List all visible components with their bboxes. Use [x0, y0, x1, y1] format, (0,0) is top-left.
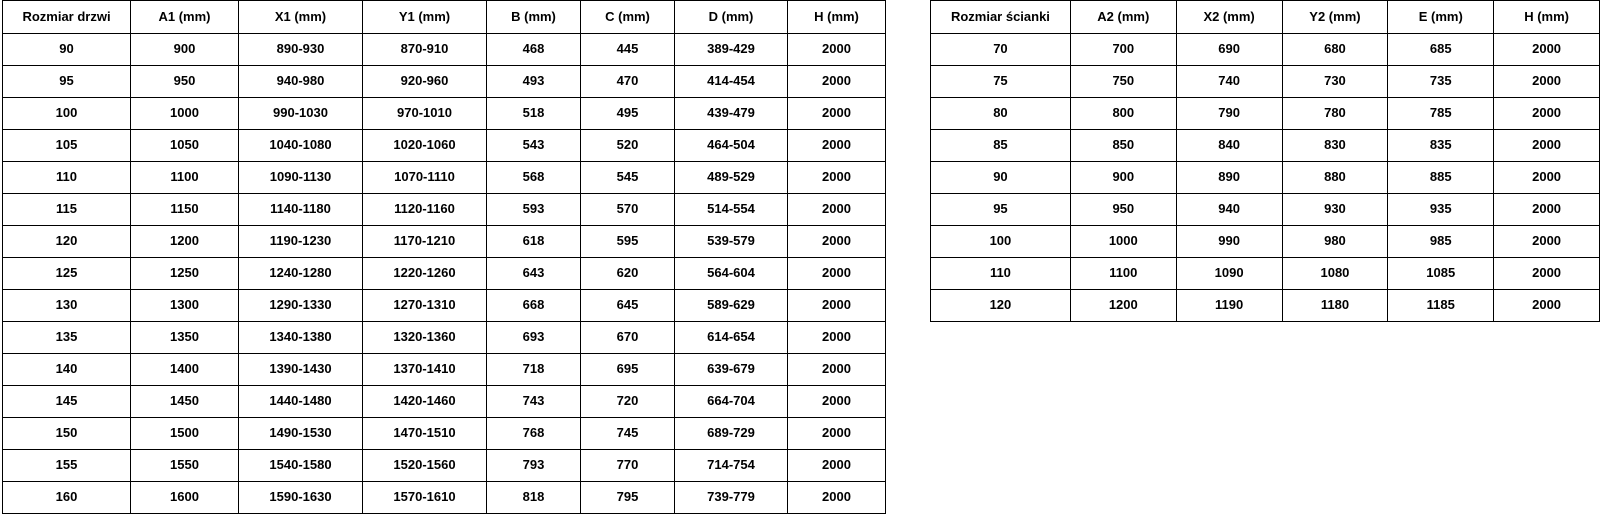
- cell: 1500: [131, 418, 239, 450]
- doors-table-body: [3, 34, 886, 514]
- cell: 100: [3, 98, 131, 130]
- cell: 2000: [788, 162, 886, 194]
- cell: 900: [131, 34, 239, 66]
- table-row: [3, 194, 886, 226]
- cell: 1440-1480: [239, 386, 363, 418]
- cell: 155: [3, 450, 131, 482]
- cell: 1470-1510: [363, 418, 487, 450]
- cell: 470: [581, 66, 675, 98]
- cell: 100: [931, 226, 1071, 258]
- cell: 495: [581, 98, 675, 130]
- cell: 110: [3, 162, 131, 194]
- cell: 520: [581, 130, 675, 162]
- cell: 730: [1282, 66, 1388, 98]
- cell: 1590-1630: [239, 482, 363, 514]
- table-row: [3, 354, 886, 386]
- cell: 850: [1070, 130, 1176, 162]
- cell: 1185: [1388, 290, 1494, 322]
- table-row: [931, 226, 1600, 258]
- cell: 589-629: [675, 290, 788, 322]
- cell: 115: [3, 194, 131, 226]
- cell: 940-980: [239, 66, 363, 98]
- cell: 489-529: [675, 162, 788, 194]
- column-header-rozmiar-scianki: Rozmiar ścianki: [931, 1, 1071, 34]
- cell: 614-654: [675, 322, 788, 354]
- cell: 920-960: [363, 66, 487, 98]
- cell: 2000: [788, 354, 886, 386]
- column-header-h: H (mm): [1494, 1, 1600, 34]
- cell: 1100: [131, 162, 239, 194]
- cell: 685: [1388, 34, 1494, 66]
- cell: 110: [931, 258, 1071, 290]
- cell: 1270-1310: [363, 290, 487, 322]
- cell: 1090: [1176, 258, 1282, 290]
- doors-dimensions-table-container: [2, 0, 886, 514]
- cell: 125: [3, 258, 131, 290]
- cell: 1080: [1282, 258, 1388, 290]
- cell: 95: [3, 66, 131, 98]
- cell: 545: [581, 162, 675, 194]
- cell: 439-479: [675, 98, 788, 130]
- cell: 2000: [788, 258, 886, 290]
- table-row: [931, 34, 1600, 66]
- cell: 2000: [1494, 98, 1600, 130]
- cell: 2000: [788, 322, 886, 354]
- cell: 90: [931, 162, 1071, 194]
- cell: 518: [487, 98, 581, 130]
- cell: 735: [1388, 66, 1494, 98]
- cell: 770: [581, 450, 675, 482]
- cell: 564-604: [675, 258, 788, 290]
- cell: 145: [3, 386, 131, 418]
- cell: 1020-1060: [363, 130, 487, 162]
- cell: 643: [487, 258, 581, 290]
- cell: 1520-1560: [363, 450, 487, 482]
- cell: 2000: [788, 98, 886, 130]
- cell: 2000: [788, 34, 886, 66]
- cell: 935: [1388, 194, 1494, 226]
- cell: 739-779: [675, 482, 788, 514]
- cell: 940: [1176, 194, 1282, 226]
- cell: 1250: [131, 258, 239, 290]
- cell: 105: [3, 130, 131, 162]
- cell: 1150: [131, 194, 239, 226]
- cell: 1550: [131, 450, 239, 482]
- cell: 468: [487, 34, 581, 66]
- cell: 1190-1230: [239, 226, 363, 258]
- cell: 800: [1070, 98, 1176, 130]
- cell: 595: [581, 226, 675, 258]
- cell: 970-1010: [363, 98, 487, 130]
- cell: 120: [931, 290, 1071, 322]
- cell: 990-1030: [239, 98, 363, 130]
- cell: 80: [931, 98, 1071, 130]
- table-row: [3, 66, 886, 98]
- cell: 750: [1070, 66, 1176, 98]
- cell: 793: [487, 450, 581, 482]
- cell: 90: [3, 34, 131, 66]
- cell: 2000: [788, 130, 886, 162]
- cell: 2000: [1494, 258, 1600, 290]
- cell: 890-930: [239, 34, 363, 66]
- table-row: [3, 34, 886, 66]
- cell: 150: [3, 418, 131, 450]
- cell: 75: [931, 66, 1071, 98]
- cell: 1050: [131, 130, 239, 162]
- cell: 1370-1410: [363, 354, 487, 386]
- cell: 1240-1280: [239, 258, 363, 290]
- table-row: [931, 194, 1600, 226]
- cell: 1540-1580: [239, 450, 363, 482]
- cell: 900: [1070, 162, 1176, 194]
- table-row: [3, 482, 886, 514]
- cell: 85: [931, 130, 1071, 162]
- table-row: [931, 66, 1600, 98]
- cell: 785: [1388, 98, 1494, 130]
- cell: 818: [487, 482, 581, 514]
- cell: 1085: [1388, 258, 1494, 290]
- cell: 70: [931, 34, 1071, 66]
- cell: 950: [131, 66, 239, 98]
- column-header-rozmiar-drzwi: Rozmiar drzwi: [3, 1, 131, 34]
- cell: 840: [1176, 130, 1282, 162]
- cell: 2000: [788, 418, 886, 450]
- cell: 2000: [788, 194, 886, 226]
- table-row: [3, 418, 886, 450]
- table-row: [3, 162, 886, 194]
- cell: 714-754: [675, 450, 788, 482]
- cell: 985: [1388, 226, 1494, 258]
- cell: 1200: [1070, 290, 1176, 322]
- cell: 464-504: [675, 130, 788, 162]
- cell: 1220-1260: [363, 258, 487, 290]
- cell: 1140-1180: [239, 194, 363, 226]
- cell: 140: [3, 354, 131, 386]
- cell: 1190: [1176, 290, 1282, 322]
- cell: 543: [487, 130, 581, 162]
- cell: 1040-1080: [239, 130, 363, 162]
- cell: 2000: [1494, 34, 1600, 66]
- table-row: [3, 98, 886, 130]
- column-header-y2: Y2 (mm): [1282, 1, 1388, 34]
- cell: 2000: [1494, 130, 1600, 162]
- cell: 668: [487, 290, 581, 322]
- cell: 689-729: [675, 418, 788, 450]
- cell: 1090-1130: [239, 162, 363, 194]
- column-header-a2: A2 (mm): [1070, 1, 1176, 34]
- cell: 990: [1176, 226, 1282, 258]
- cell: 1070-1110: [363, 162, 487, 194]
- column-header-b: B (mm): [487, 1, 581, 34]
- cell: 743: [487, 386, 581, 418]
- table-row: [3, 290, 886, 322]
- cell: 930: [1282, 194, 1388, 226]
- cell: 514-554: [675, 194, 788, 226]
- cell: 2000: [1494, 290, 1600, 322]
- cell: 890: [1176, 162, 1282, 194]
- walls-table-body: [931, 34, 1600, 322]
- table-row: [3, 226, 886, 258]
- cell: 1450: [131, 386, 239, 418]
- cell: 780: [1282, 98, 1388, 130]
- cell: 130: [3, 290, 131, 322]
- cell: 1200: [131, 226, 239, 258]
- cell: 2000: [1494, 194, 1600, 226]
- cell: 1300: [131, 290, 239, 322]
- cell: 445: [581, 34, 675, 66]
- cell: 1400: [131, 354, 239, 386]
- cell: 593: [487, 194, 581, 226]
- table-header-row: [931, 1, 1600, 34]
- cell: 695: [581, 354, 675, 386]
- column-header-x2: X2 (mm): [1176, 1, 1282, 34]
- cell: 718: [487, 354, 581, 386]
- column-header-c: C (mm): [581, 1, 675, 34]
- cell: 835: [1388, 130, 1494, 162]
- cell: 2000: [788, 386, 886, 418]
- table-row: [931, 162, 1600, 194]
- cell: 568: [487, 162, 581, 194]
- cell: 618: [487, 226, 581, 258]
- cell: 645: [581, 290, 675, 322]
- cell: 670: [581, 322, 675, 354]
- cell: 664-704: [675, 386, 788, 418]
- column-header-a1: A1 (mm): [131, 1, 239, 34]
- cell: 2000: [1494, 66, 1600, 98]
- cell: 745: [581, 418, 675, 450]
- cell: 160: [3, 482, 131, 514]
- table-row: [3, 386, 886, 418]
- cell: 539-579: [675, 226, 788, 258]
- cell: 1420-1460: [363, 386, 487, 418]
- column-header-y1: Y1 (mm): [363, 1, 487, 34]
- cell: 95: [931, 194, 1071, 226]
- cell: 1290-1330: [239, 290, 363, 322]
- cell: 639-679: [675, 354, 788, 386]
- column-header-h: H (mm): [788, 1, 886, 34]
- walls-table-header: [931, 1, 1600, 34]
- cell: 1600: [131, 482, 239, 514]
- cell: 2000: [788, 66, 886, 98]
- cell: 950: [1070, 194, 1176, 226]
- cell: 740: [1176, 66, 1282, 98]
- cell: 120: [3, 226, 131, 258]
- cell: 2000: [1494, 162, 1600, 194]
- doors-table-header: [3, 1, 886, 34]
- cell: 620: [581, 258, 675, 290]
- cell: 830: [1282, 130, 1388, 162]
- table-row: [3, 130, 886, 162]
- cell: 693: [487, 322, 581, 354]
- table-row: [3, 322, 886, 354]
- table-header-row: [3, 1, 886, 34]
- cell: 885: [1388, 162, 1494, 194]
- cell: 2000: [788, 482, 886, 514]
- cell: 720: [581, 386, 675, 418]
- cell: 1570-1610: [363, 482, 487, 514]
- cell: 690: [1176, 34, 1282, 66]
- cell: 768: [487, 418, 581, 450]
- walls-dimensions-table-container: [930, 0, 1600, 322]
- walls-dimensions-table: [930, 0, 1600, 322]
- cell: 1490-1530: [239, 418, 363, 450]
- cell: 1390-1430: [239, 354, 363, 386]
- cell: 1100: [1070, 258, 1176, 290]
- column-header-x1: X1 (mm): [239, 1, 363, 34]
- cell: 493: [487, 66, 581, 98]
- cell: 1000: [1070, 226, 1176, 258]
- table-row: [3, 258, 886, 290]
- cell: 1350: [131, 322, 239, 354]
- column-header-d: D (mm): [675, 1, 788, 34]
- cell: 790: [1176, 98, 1282, 130]
- table-row: [931, 130, 1600, 162]
- cell: 870-910: [363, 34, 487, 66]
- cell: 700: [1070, 34, 1176, 66]
- cell: 1120-1160: [363, 194, 487, 226]
- column-header-e: E (mm): [1388, 1, 1494, 34]
- cell: 880: [1282, 162, 1388, 194]
- table-row: [3, 450, 886, 482]
- cell: 1180: [1282, 290, 1388, 322]
- cell: 2000: [788, 226, 886, 258]
- cell: 1000: [131, 98, 239, 130]
- table-row: [931, 290, 1600, 322]
- cell: 1170-1210: [363, 226, 487, 258]
- cell: 389-429: [675, 34, 788, 66]
- table-row: [931, 98, 1600, 130]
- cell: 570: [581, 194, 675, 226]
- cell: 135: [3, 322, 131, 354]
- cell: 795: [581, 482, 675, 514]
- doors-dimensions-table: [2, 0, 886, 514]
- cell: 2000: [1494, 226, 1600, 258]
- cell: 414-454: [675, 66, 788, 98]
- cell: 1340-1380: [239, 322, 363, 354]
- cell: 2000: [788, 450, 886, 482]
- table-row: [931, 258, 1600, 290]
- cell: 1320-1360: [363, 322, 487, 354]
- cell: 2000: [788, 290, 886, 322]
- cell: 680: [1282, 34, 1388, 66]
- cell: 980: [1282, 226, 1388, 258]
